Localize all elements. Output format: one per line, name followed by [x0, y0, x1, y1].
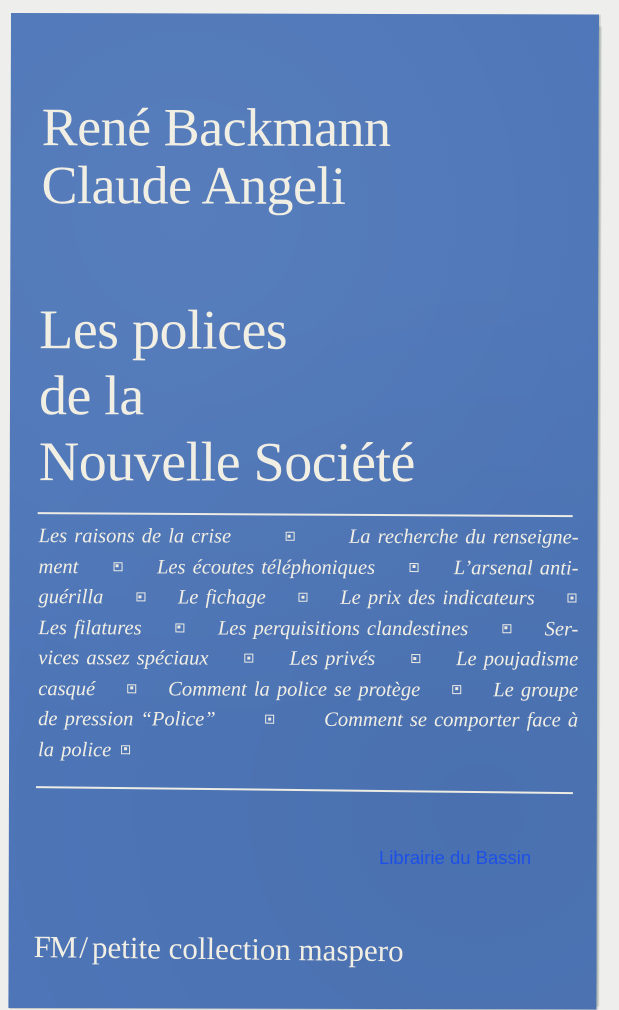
topic-text: Ser-	[544, 617, 579, 640]
topic-text: Les filatures	[38, 616, 142, 639]
square-bullet-icon	[299, 593, 308, 602]
topic-text: Les raisons de la crise	[38, 525, 232, 548]
square-bullet-icon	[121, 745, 130, 754]
topic-text: la police	[38, 738, 112, 761]
divider-top	[38, 512, 573, 517]
author-name: René Backmann	[41, 97, 391, 158]
topic-text: L’arsenal anti-	[453, 556, 579, 579]
topic-line	[39, 552, 579, 584]
title-line: Les polices	[39, 299, 288, 362]
imprint-separator: /	[79, 929, 89, 965]
cover-edge	[596, 27, 602, 1007]
square-bullet-icon	[175, 623, 184, 632]
square-bullet-icon	[286, 532, 295, 541]
topic-text: ment	[38, 555, 79, 578]
topic-line	[38, 674, 578, 706]
square-bullet-icon	[452, 685, 461, 694]
topic-line	[38, 643, 578, 675]
topic-text: Le prix des indicateurs	[340, 586, 535, 610]
authors	[41, 98, 390, 215]
topic-text: Les privés	[289, 647, 376, 670]
topic-text: Le fichage	[177, 586, 266, 609]
topic-text: Comment la police se protège	[168, 677, 421, 701]
square-bullet-icon	[502, 624, 511, 633]
topic-text: Les écoutes téléphoniques	[157, 555, 376, 579]
book-title	[39, 297, 416, 496]
square-bullet-icon	[265, 715, 274, 724]
topic-line	[38, 735, 578, 767]
topic-line	[39, 521, 579, 553]
square-bullet-icon	[245, 654, 254, 663]
topic-text: Le poujadisme	[456, 648, 579, 671]
seller-watermark: Librairie du Bassin	[379, 847, 532, 868]
topic-text: Les perquisitions clandestines	[217, 617, 469, 640]
square-bullet-icon	[113, 562, 122, 571]
square-bullet-icon	[411, 654, 420, 663]
author-name: Claude Angeli	[41, 155, 346, 216]
square-bullet-icon	[410, 563, 419, 572]
topic-text: guérilla	[38, 586, 104, 609]
topic-text: vices assez spéciaux	[38, 647, 209, 670]
topic-line	[38, 613, 578, 645]
title-line: Nouvelle Société	[38, 431, 416, 495]
square-bullet-icon	[136, 592, 145, 601]
topic-text: casqué	[38, 677, 96, 700]
topic-text: La recherche du renseigne-	[348, 525, 579, 549]
square-bullet-icon	[127, 684, 136, 693]
topic-text: de pression “Police”	[38, 708, 216, 731]
divider-bottom	[36, 786, 573, 794]
topic-text: Comment se comporter face à	[324, 708, 579, 732]
topic-line	[38, 704, 578, 736]
publisher-imprint	[33, 929, 403, 969]
topics-list	[38, 521, 579, 766]
imprint-logo: FM	[33, 929, 77, 965]
collection-name: petite collection maspero	[91, 929, 404, 969]
square-bullet-icon	[567, 593, 576, 602]
topic-line	[38, 582, 578, 614]
topic-text: Le groupe	[493, 678, 579, 701]
title-line: de la	[38, 365, 144, 428]
